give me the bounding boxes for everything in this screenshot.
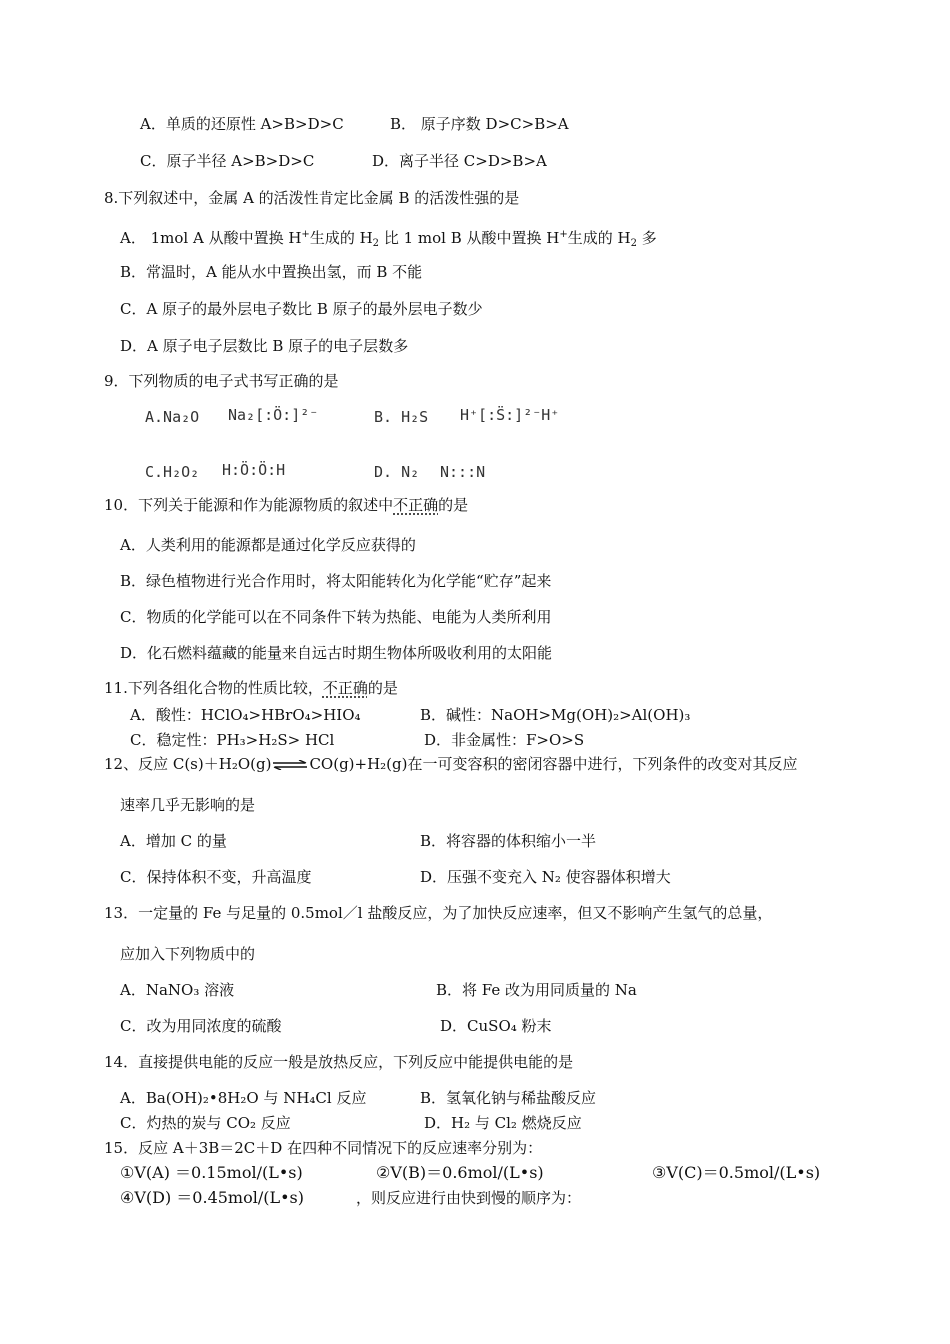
q10-option-d: D．化石燃料蕴藏的能量来自远古时期生物体所吸收利用的太阳能 (120, 644, 553, 662)
q9-a-electron-formula: Na₂[:Ö:]²⁻ (228, 406, 319, 424)
q9-d-label: D. N₂ (374, 463, 420, 481)
q8-option-d: D．A 原子电子层数比 B 原子的电子层数多 (120, 337, 409, 355)
q9-b-electron-formula: H⁺[:S̈:]²⁻H⁺ (460, 406, 560, 424)
q14-stem: 14．直接提供电能的反应一般是放热反应，下列反应中能提供电能的是 (104, 1053, 574, 1071)
q7-option-b: B． 原子序数 D>C>B>A (390, 115, 569, 133)
q12-option-b: B．将容器的体积缩小一半 (420, 832, 597, 850)
q14-option-b: B．氢氧化钠与稀盐酸反应 (420, 1089, 597, 1107)
q10-stem-tail: 的是 (438, 496, 469, 514)
q11-option-d: D．非金属性：F>O>S (424, 731, 585, 749)
q15-stem: 15．反应 A＋3B＝2C＋D 在四种不同情况下的反应速率分别为： (104, 1139, 543, 1157)
q13-stem: 13．一定量的 Fe 与足量的 0.5mol／l 盐酸反应，为了加快反应速率，但又不影响产生氢气的总量， (104, 904, 773, 922)
q7-option-a: A．单质的还原性 A>B>D>C (140, 115, 344, 133)
q14-option-a: A．Ba(OH)₂•8H₂O 与 NH₄Cl 反应 (120, 1089, 367, 1107)
q12-option-c: C．保持体积不变，升高温度 (120, 868, 312, 886)
q13-option-b: B．将 Fe 改为用同质量的 Na (436, 981, 637, 999)
q8-a-sub-2: 2 (630, 238, 637, 249)
q10-option-c: C．物质的化学能可以在不同条件下转为热能、电能为人类所利用 (120, 608, 552, 626)
q11-emphasis: 不正确 (322, 679, 368, 697)
q12-stem-text-2: CO(g)+H₂(g)在一可变容积的密闭容器中进行，下列条件的改变对其反应 (309, 755, 798, 773)
q8-a-text-2: 生成的 H (309, 229, 373, 247)
q8-stem: 8.下列叙述中，金属 A 的活泼性肯定比金属 B 的活泼性强的是 (104, 189, 520, 207)
q10-option-a: A．人类利用的能源都是通过化学反应获得的 (120, 536, 416, 554)
q8-option-c: C．A 原子的最外层电子数比 B 原子的最外层电子数少 (120, 300, 483, 318)
q12-stem (104, 754, 798, 774)
q14-option-c: C．灼热的炭与 CO₂ 反应 (120, 1114, 291, 1132)
q8-a-text-1: A． 1mol A 从酸中置换 H (120, 229, 302, 247)
q15-tail: ，则反应进行由快到慢的顺序为： (356, 1189, 582, 1207)
q10-emphasis: 不正确 (393, 496, 439, 514)
q11-option-b: B．碱性：NaOH>Mg(OH)₂>Al(OH)₃ (420, 706, 691, 724)
q12-option-d: D．压强不变充入 N₂ 使容器体积增大 (420, 868, 671, 886)
q11-stem-tail: 的是 (367, 679, 398, 697)
q10-option-b: B．绿色植物进行光合作用时，将太阳能转化为化学能“贮存”起来 (120, 572, 552, 590)
q8-a-sub-1: 2 (372, 238, 380, 249)
reversible-arrow-icon (271, 760, 309, 770)
q12-stem-text-1: 12、反应 C(s)＋H₂O(g) (104, 755, 272, 773)
q9-c-electron-formula: H:Ö:Ö:H (222, 461, 286, 479)
q13-option-d: D．CuSO₄ 粉末 (440, 1017, 552, 1035)
q9-b-label: B. H₂S (374, 408, 429, 426)
q8-option-a (120, 225, 657, 254)
q8-a-sup-2: + (559, 229, 568, 240)
q11-stem (104, 678, 398, 698)
q8-a-text-4: 生成的 H (567, 229, 631, 247)
q9-a-label: A.Na₂O (145, 408, 200, 426)
q7-option-c: C．原子半径 A>B>D>C (140, 152, 315, 170)
q12-stem-cont: 速率几乎无影响的是 (120, 796, 256, 814)
q15-rate-4: ④V(D) ＝0.45mol/(L•s) (120, 1188, 304, 1207)
q7-option-d: D．离子半径 C>D>B>A (372, 152, 547, 170)
q13-option-c: C．改为用同浓度的硫酸 (120, 1017, 282, 1035)
q13-option-a: A．NaNO₃ 溶液 (120, 981, 235, 999)
q15-rate-1: ①V(A) ＝0.15mol/(L•s) (120, 1163, 303, 1182)
q11-option-a: A．酸性：HClO₄>HBrO₄>HIO₄ (130, 706, 361, 724)
q10-stem-text: 10．下列关于能源和作为能源物质的叙述中 (104, 496, 394, 514)
q8-a-text-3: 比 1 mol B 从酸中置换 H (379, 229, 560, 247)
q9-stem: 9．下列物质的电子式书写正确的是 (104, 372, 339, 390)
q12-option-a: A．增加 C 的量 (120, 832, 227, 850)
q15-rate-3: ③V(C)＝0.5mol/(L•s) (652, 1163, 821, 1182)
q15-rate-2: ②V(B)＝0.6mol/(L•s) (376, 1163, 544, 1182)
q11-option-c: C．稳定性：PH₃>H₂S> HCl (130, 731, 335, 749)
q8-option-b: B．常温时，A 能从水中置换出氢，而 B 不能 (120, 263, 423, 281)
q11-stem-text: 11.下列各组化合物的性质比较， (104, 679, 323, 697)
q9-d-electron-formula: N:::N (440, 463, 486, 481)
q13-stem-cont: 应加入下列物质中的 (120, 945, 256, 963)
q10-stem (104, 495, 468, 515)
q8-a-sup-1: + (301, 229, 310, 240)
q8-a-text-5: 多 (636, 229, 657, 247)
q9-c-label: C.H₂O₂ (145, 463, 200, 481)
q14-option-d: D．H₂ 与 Cl₂ 燃烧反应 (424, 1114, 582, 1132)
